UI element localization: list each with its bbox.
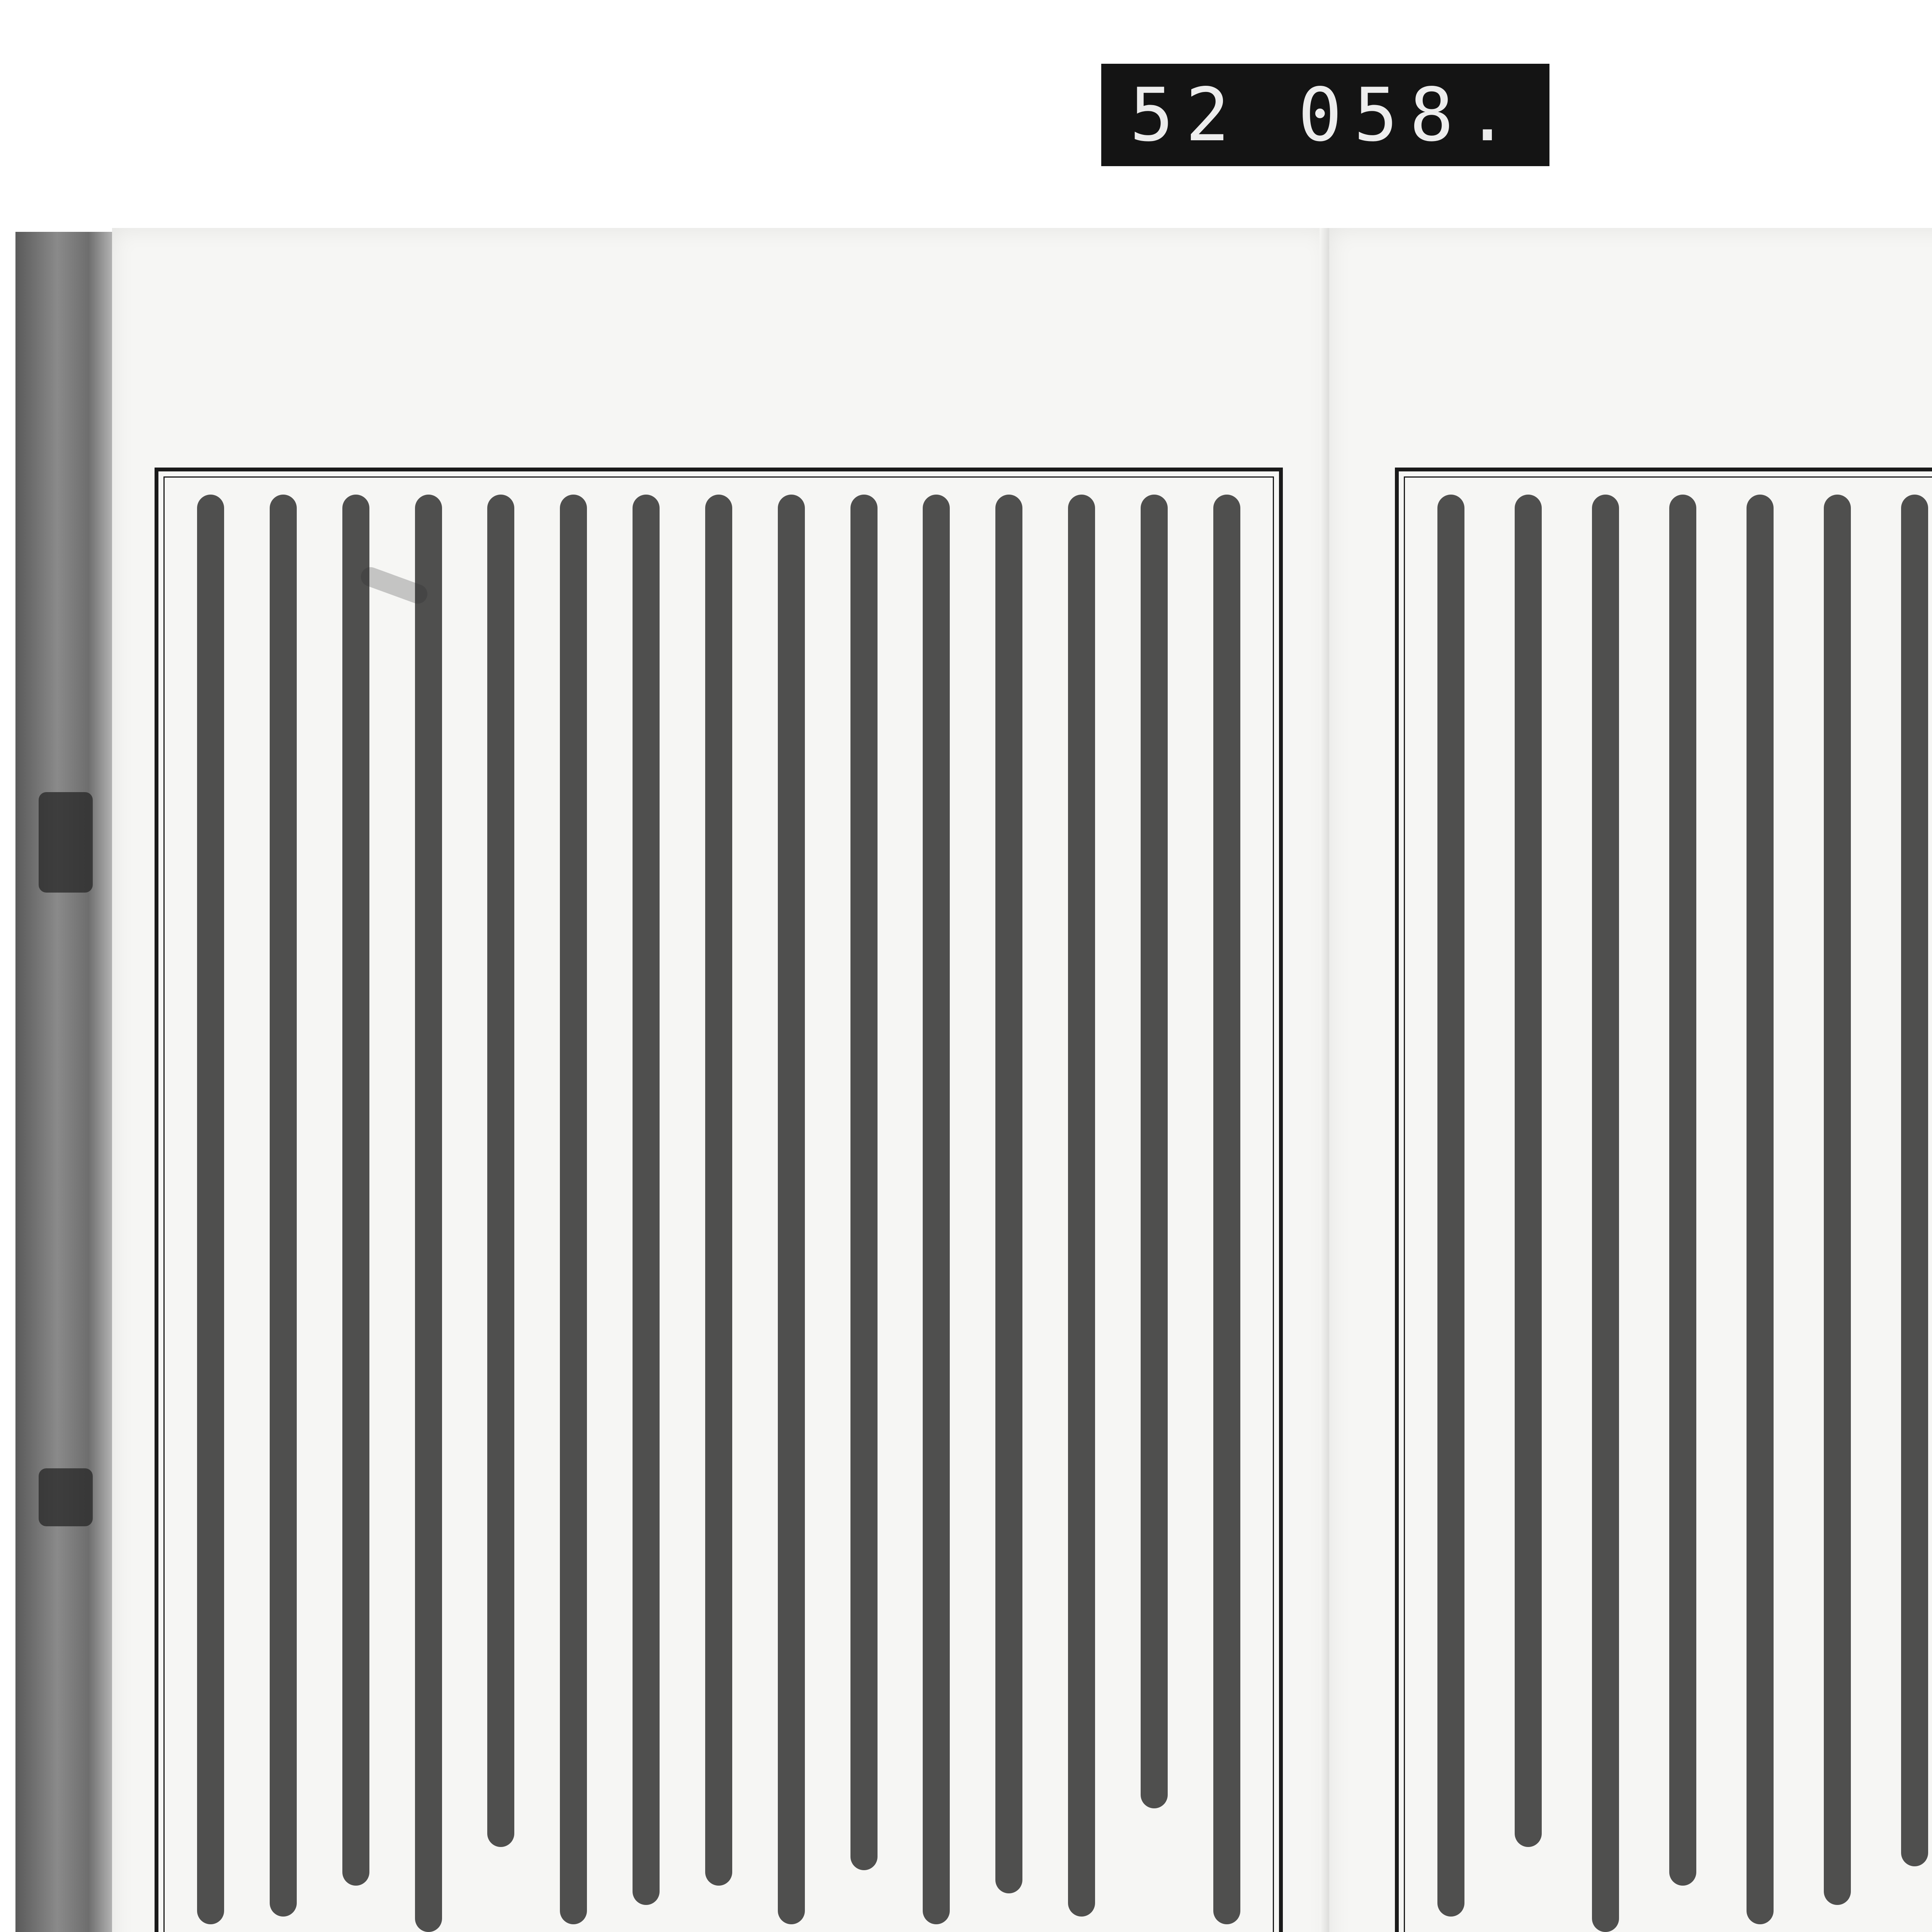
text-column <box>1577 495 1634 1932</box>
text-column <box>907 495 965 1932</box>
text-column <box>472 495 530 1932</box>
right-page-text-frame <box>1395 468 1932 1932</box>
left-page-text-frame <box>155 468 1283 1932</box>
frame-label-left-number: 52 <box>1129 72 1242 158</box>
left-edge-lower-mark <box>39 1468 93 1526</box>
text-column <box>762 495 820 1932</box>
text-column <box>1053 495 1111 1932</box>
right-page <box>1329 228 1932 1932</box>
left-fore-edge <box>15 232 120 1932</box>
text-column <box>254 495 312 1932</box>
text-column <box>400 495 457 1932</box>
left-page-columns <box>182 495 1256 1932</box>
text-column <box>1808 495 1866 1932</box>
frame-label <box>1101 64 1549 166</box>
frame-label-right-number: 058. <box>1298 72 1521 158</box>
text-column <box>690 495 748 1932</box>
text-column <box>1654 495 1712 1932</box>
text-column <box>1422 495 1480 1932</box>
text-column <box>1731 495 1789 1932</box>
text-column <box>1499 495 1557 1932</box>
text-column <box>980 495 1038 1932</box>
left-edge-tab-mark <box>39 792 93 893</box>
text-column <box>617 495 675 1932</box>
right-page-columns <box>1422 495 1932 1932</box>
text-column <box>544 495 602 1932</box>
text-column <box>182 495 240 1932</box>
text-column <box>835 495 893 1932</box>
open-book <box>15 216 1932 1932</box>
text-column <box>1886 495 1932 1932</box>
left-page <box>112 228 1329 1932</box>
text-column <box>1125 495 1183 1932</box>
text-column <box>327 495 385 1932</box>
text-column <box>1198 495 1256 1932</box>
